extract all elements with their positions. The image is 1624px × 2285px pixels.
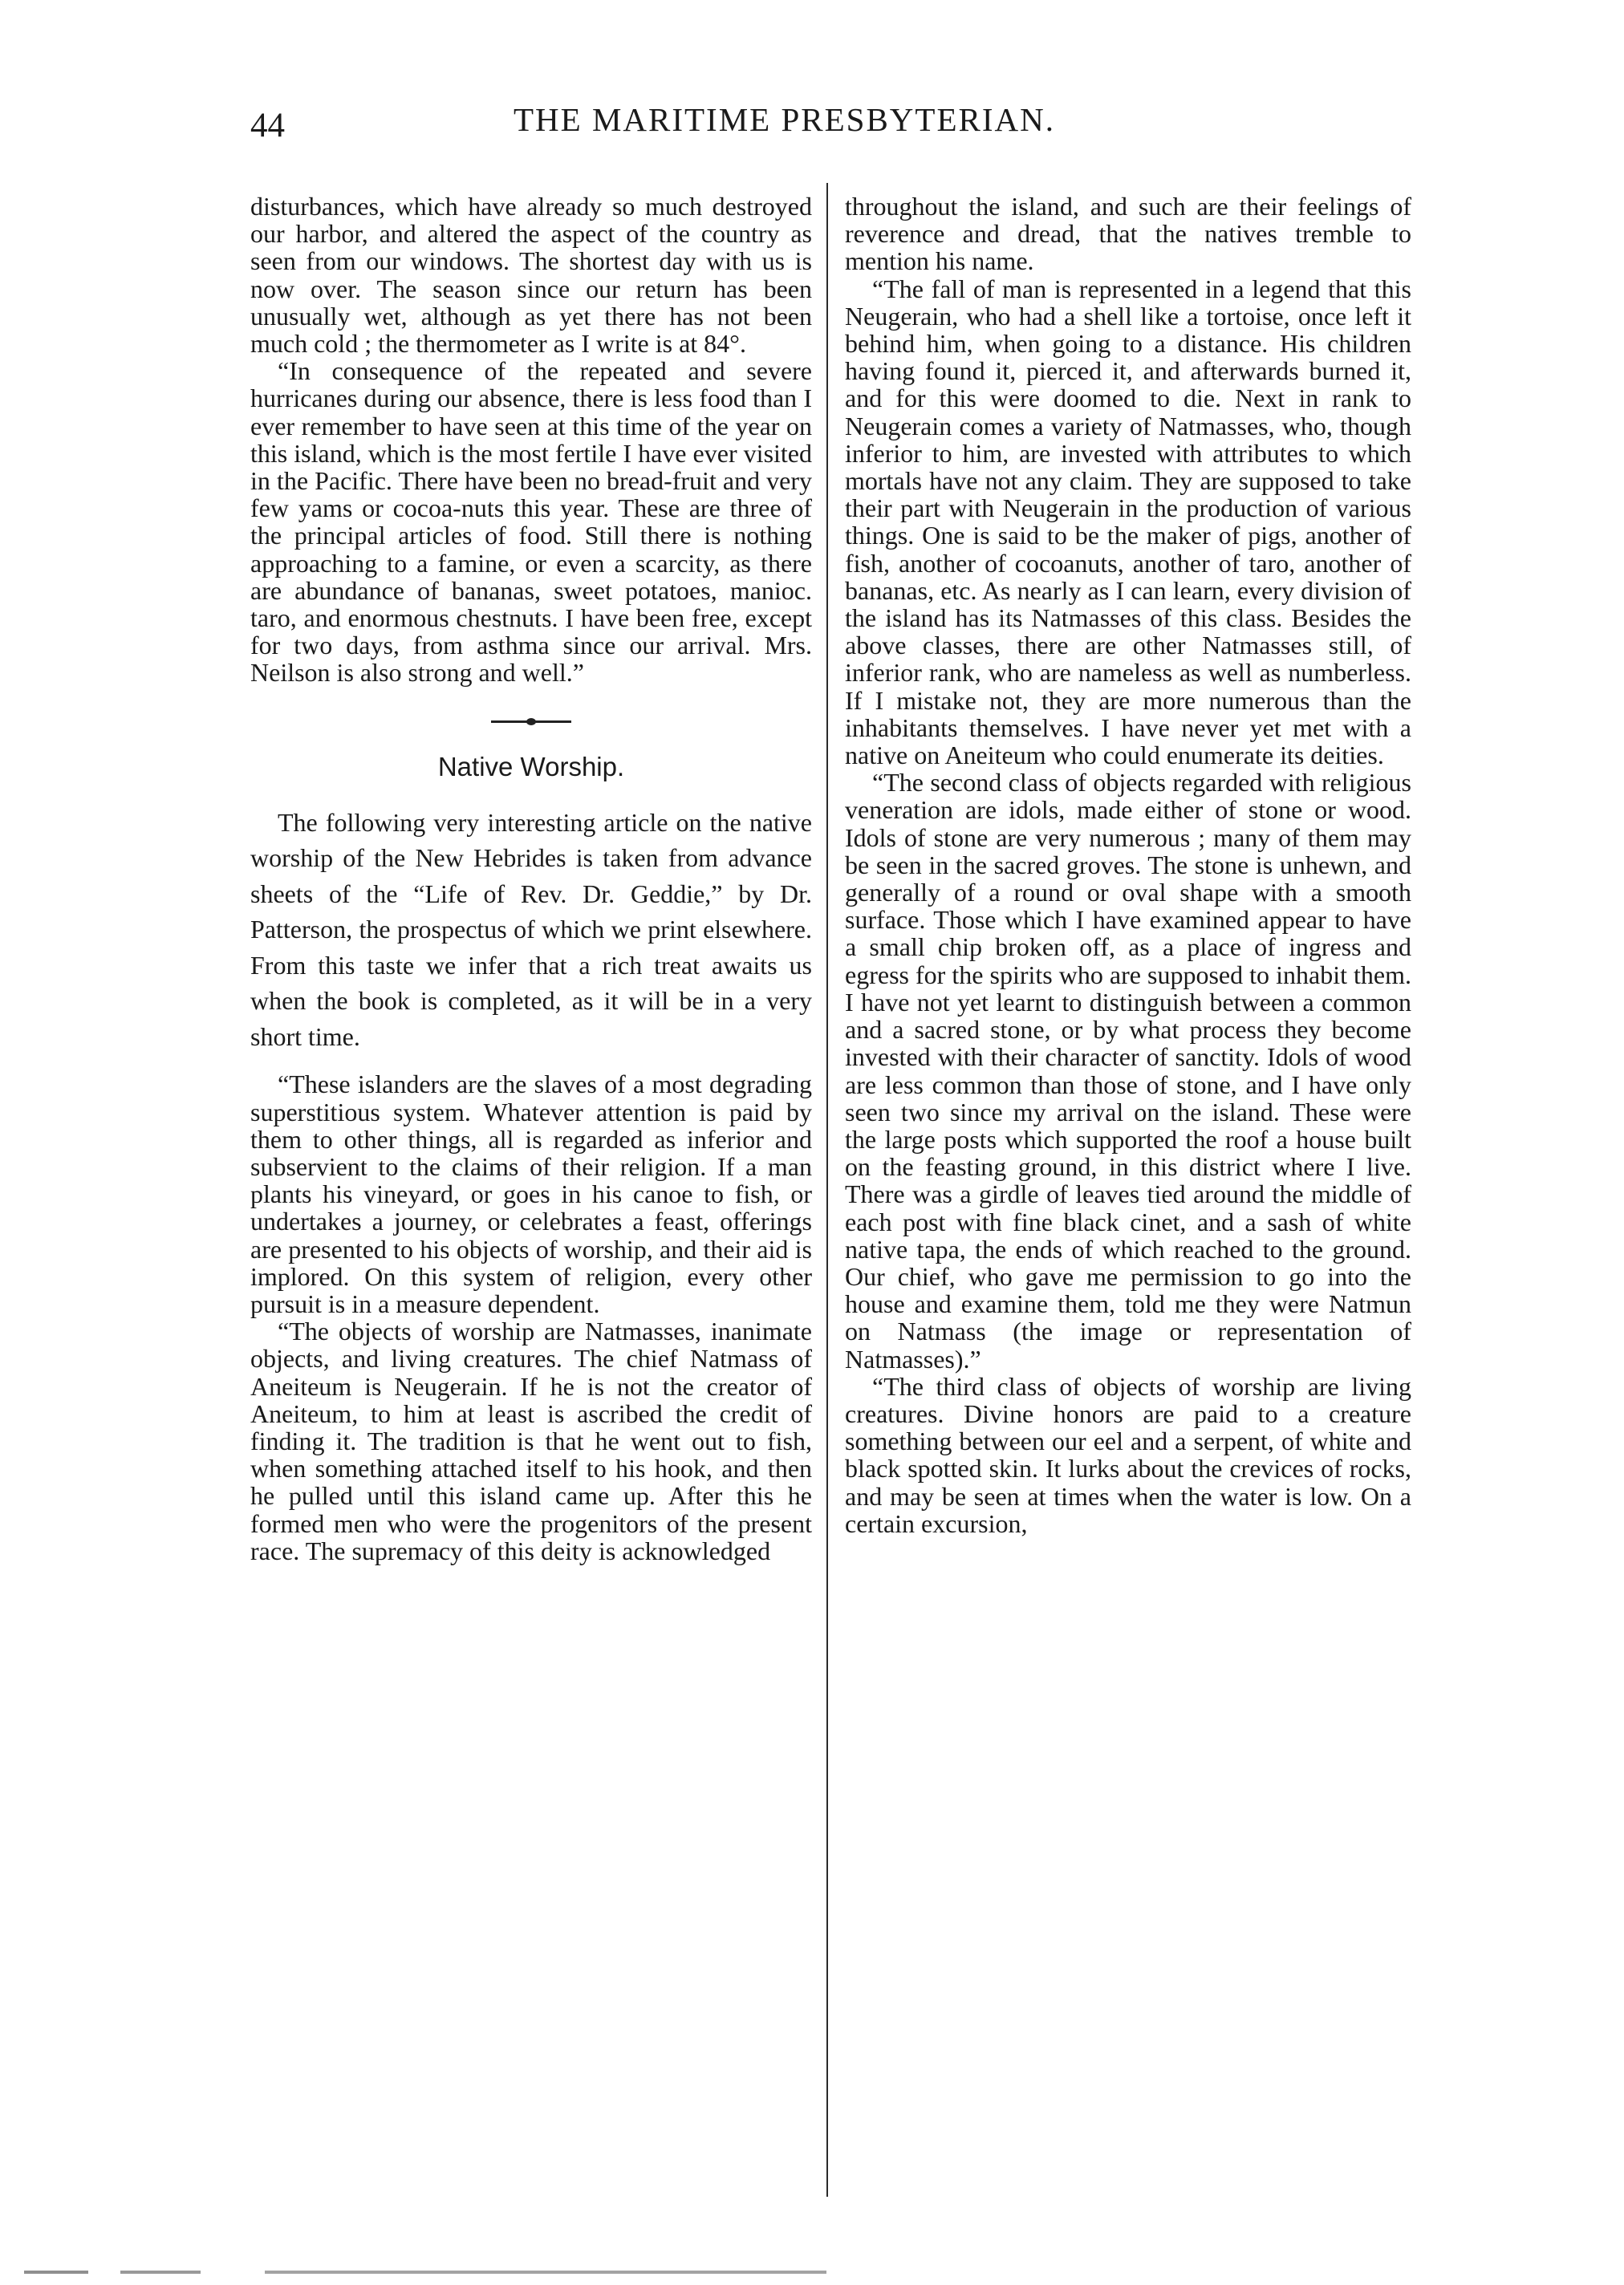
column-divider: [826, 183, 828, 2197]
print-artifact: [24, 2271, 826, 2274]
section-ornament: [491, 720, 571, 723]
paragraph: “The third class of objects of worship are living creatures. Divine honors are paid to a creature something between our eel and a serpent, of white and black spotted skin. It lurks about the crevices of rocks, and may be seen at times when the water is low. On a certain excursion,: [845, 1371, 1411, 1538]
page-number: 44: [250, 107, 285, 144]
section-heading: Native Worship.: [437, 751, 625, 781]
paragraph: throughout the island, and such are their feelings of reverence and dread, that the natives tremble to mention his name.: [845, 192, 1411, 276]
paragraph: “The second class of objects regarded with religious veneration are idols, made either of stone or wood. Idols of stone are very numerous ; many of them may be seen in the sacred groves. The stone is unhewn, and generally of a round or oval shape with a smooth surface. Those which I have examined appear to have a small chip broken off, as a place of ingress and egress for the spirits who are supposed to inhabit them. I have not yet learnt to distinguish between a common and a sacred stone, or by what process they become invested with their character of sanctity. Idols of wood are less common than those of stone, and I have only seen two since my arrival on the island. These were the large posts which supported the roof a house built on the feasting ground, in this district where I live. There was a girdle of leaves tied around the middle of each post with fine black cinet, and a sash of white native tapa, the ends of which reached to the ground. Our chief, who gave me permission to go into the house and examine them, told me they were Natmun on Natmass (the image or representation of Natmasses).”: [845, 768, 1411, 1374]
paragraph: “These islanders are the slaves of a most degrading superstitious system. Whatever attention is paid by them to other things, all is regarded as inferior and subservient to the claims of their religion. If a man plants his vineyard, or goes in his canoe to fish, or undertakes a journey, or celebrates a feast, offerings are presented to his objects of worship, and their aid is implored. On this system of religion, every other pursuit is in a measure dependent.: [250, 1069, 812, 1318]
paragraph: “The fall of man is represented in a legend that this Neugerain, who had a shell like a tortoise, once left it behind him, when going to a distance. His children having found it, pierced it, and afterwards burned it, and for this were doomed to die. Next in rank to Neugerain comes a variety of Natmasses, who, though inferior to him, are invested with attributes to which mortals have not any claim. They are supposed to take their part with Neugerain in the production of various things. One is said to be the maker of pigs, another of fish, another of cocoanuts, another of taro, another of bananas, etc. As nearly as I can learn, every division of the island has its Natmasses of this class. Besides the above classes, there are other Natmasses still, of inferior rank, who are nameless as well as numberless. If I mistake not, they are more numerous than the inhabitants themselves. I have never yet met with a native on Aneiteum who could enumerate its deities.: [845, 274, 1411, 770]
right-column: [845, 193, 1411, 1537]
paragraph: “In consequence of the repeated and severe hurricanes during our absence, there is less food than I ever remember to have seen at this time of the year on this island, which is the most fertile I have ever visited in the Pacific. There have been no bread-fruit and very few yams or cocoa-nuts this year. These are three of the principal articles of food. Still there is nothing approaching to a famine, or even a scarcity, as there are abundance of bananas, sweet potatoes, manioc. taro, and enormous chestnuts. I have been free, except for two days, from asthma since our arrival. Mrs. Neilson is also strong and well.”: [250, 356, 812, 688]
intro-paragraph: The following very interesting article on the native worship of the New Hebrides is taken from advance sheets of the “Life of Rev. Dr. Geddie,” by Dr. Patterson, the prospectus of which we print elsewhere. From this taste we infer that a rich treat awaits us when the book is completed, as it will be in a very short time.: [250, 807, 812, 1051]
running-title: THE MARITIME PRESBYTERIAN.: [514, 101, 1055, 138]
paragraph: “The objects of worship are Natmasses, inanimate objects, and living creatures. The chief Natmass of Aneiteum is Neugerain. If he is not the creator of Aneiteum, to him at least is ascribed the credit of finding it. The tradition is that he went out to fish, when something attached itself to his hook, and then he pulled until this island came up. After this he formed men who were the progenitors of the present race. The supremacy of this deity is acknowledged: [250, 1317, 812, 1565]
left-column: [250, 193, 812, 1565]
paragraph: disturbances, which have already so much destroyed our harbor, and altered the aspect of the country as seen from our windows. The shortest day with us is now over. The season since our return has been unusually wet, although as yet there has not been much cold ; the thermometer as I write is at 84°.: [250, 192, 812, 359]
